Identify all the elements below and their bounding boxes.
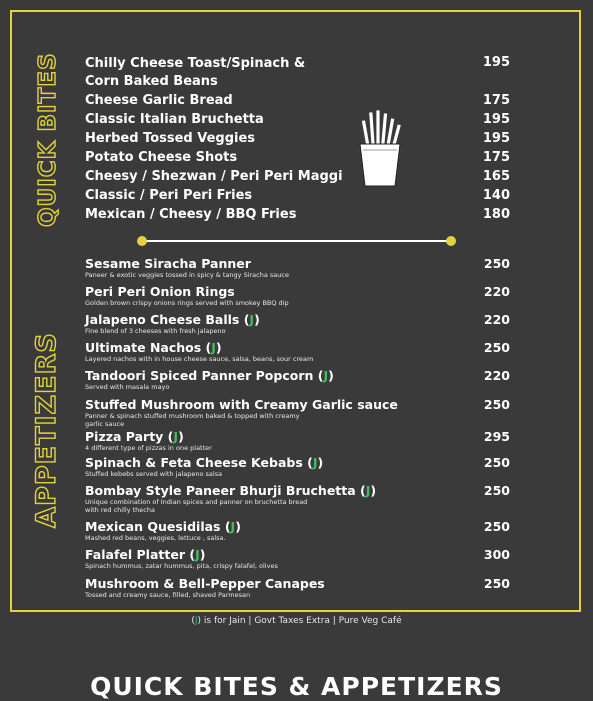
item-price: 140 [482, 188, 510, 203]
item-description: Mashed red beans, veggies, lettuce , salsa. [85, 534, 226, 542]
item-description: Layered nachos with in house cheese sauce, salsa, beans, sour cream [85, 355, 314, 363]
item-name: Cheese Garlic Bread [85, 93, 233, 108]
menu-item [85, 576, 515, 599]
appetizers-title: APPETIZERS [31, 332, 62, 528]
menu-item [85, 207, 515, 226]
item-price: 250 [483, 483, 510, 498]
jain-marker: J [211, 340, 216, 355]
section-divider [141, 240, 451, 242]
menu-item [85, 169, 515, 188]
item-name: Mexican Quesidilas (J) [85, 519, 241, 534]
item-name: Classic Italian Bruchetta [85, 112, 264, 127]
menu-item [85, 519, 515, 542]
menu-item [85, 429, 515, 452]
menu-item [85, 131, 515, 150]
footnote: (J) is for Jain | Govt Taxes Extra | Pure Veg Café [191, 616, 402, 626]
item-description: Golden brown crispy onions rings served with smokey BBQ dip [85, 299, 289, 307]
item-price: 250 [483, 256, 510, 271]
item-name: Falafel Platter (J) [85, 547, 206, 562]
menu-item [85, 284, 515, 307]
item-name: Stuffed Mushroom with Creamy Garlic sauce [85, 397, 398, 412]
item-name: Tandoori Spiced Panner Popcorn (J) [85, 368, 334, 383]
item-price: 250 [483, 340, 510, 355]
menu-item [85, 93, 515, 112]
item-name: Classic / Peri Peri Fries [85, 188, 253, 203]
menu-item [85, 55, 515, 93]
item-name: Bombay Style Paneer Bhurji Bruchetta (J) [85, 483, 377, 498]
menu-item [85, 112, 515, 131]
item-name: Pizza Party (J) [85, 429, 184, 444]
item-price: 250 [483, 576, 510, 591]
item-name: Cheesy / Shezwan / Peri Peri Maggi [85, 169, 343, 184]
item-name: Jalapeno Cheese Balls (J) [85, 312, 260, 327]
item-price: 220 [483, 368, 510, 383]
item-price: 220 [483, 284, 510, 299]
menu-item [85, 256, 515, 279]
jain-marker: J [312, 455, 318, 470]
jain-marker: J [230, 519, 236, 534]
jain-marker: J [249, 312, 255, 327]
jain-marker: J [194, 616, 198, 626]
item-price: 180 [482, 207, 510, 222]
menu-item [85, 312, 515, 335]
item-description: 4 different type of pizzas in one platter [85, 444, 212, 452]
item-description: Served with masala mayo [85, 383, 170, 391]
divider-dot [446, 236, 456, 246]
item-description: Fine blend of 3 cheeses with fresh jalapeno [85, 327, 226, 335]
menu-item [85, 150, 515, 169]
item-name: Mushroom & Bell-Pepper Canapes [85, 576, 325, 591]
item-name: Peri Peri Onion Rings [85, 284, 235, 299]
item-description: Stuffed kebebs served with jalapeno salsa [85, 470, 223, 478]
item-name: Chilly Cheese Toast/Spinach & Corn Baked Beans [85, 56, 306, 89]
item-price: 175 [482, 150, 510, 165]
menu-item [85, 455, 515, 478]
item-price: 250 [483, 455, 510, 470]
menu-item [85, 368, 515, 391]
quick-bites-title: QUICK BITES [35, 52, 61, 227]
item-price: 300 [483, 547, 510, 562]
item-price: 165 [482, 169, 510, 184]
jain-marker: J [173, 429, 179, 444]
fries-icon [355, 108, 405, 188]
item-name: Sesame Siracha Panner [85, 256, 251, 271]
item-name: Potato Cheese Shots [85, 150, 238, 165]
menu-item [85, 340, 515, 363]
item-name: Herbed Tossed Veggies [85, 131, 256, 146]
quick-bites-list [85, 55, 515, 226]
menu-item [85, 397, 515, 428]
divider-dot [137, 236, 147, 246]
page-title: QUICK BITES & APPETIZERS [90, 672, 503, 701]
item-description: Paneer & exotic veggies tossed in spicy & tangy Siracha sauce [85, 271, 289, 279]
item-name: Ultimate Nachos (J) [85, 340, 222, 355]
jain-marker: J [323, 368, 329, 383]
item-price: 175 [482, 93, 510, 108]
item-price: 250 [483, 519, 510, 534]
item-price: 295 [483, 429, 510, 444]
jain-marker: J [365, 483, 371, 498]
menu-item [85, 483, 515, 514]
item-price: 195 [482, 112, 510, 127]
item-description: Panner & spinach stuffed mushroom baked & topped with creamy garlic sauce [85, 412, 300, 428]
item-price: 195 [482, 55, 510, 70]
item-price: 220 [483, 312, 510, 327]
item-description: Tossed and creamy sauce, filled, shaved Parmesan [85, 591, 251, 599]
item-description: Unique combination of Indian spices and panner on bruchetta bread with red chilly thecha [85, 498, 308, 514]
menu-item [85, 547, 515, 570]
item-name: Spinach & Feta Cheese Kebabs (J) [85, 455, 324, 470]
menu-item [85, 188, 515, 207]
item-price: 195 [482, 131, 510, 146]
item-name: Mexican / Cheesy / BBQ Fries [85, 207, 297, 222]
item-price: 250 [483, 397, 510, 412]
item-description: Spinach hummus, zatar hummus, pita, crispy falafel, olives [85, 562, 278, 570]
jain-marker: J [195, 547, 200, 562]
